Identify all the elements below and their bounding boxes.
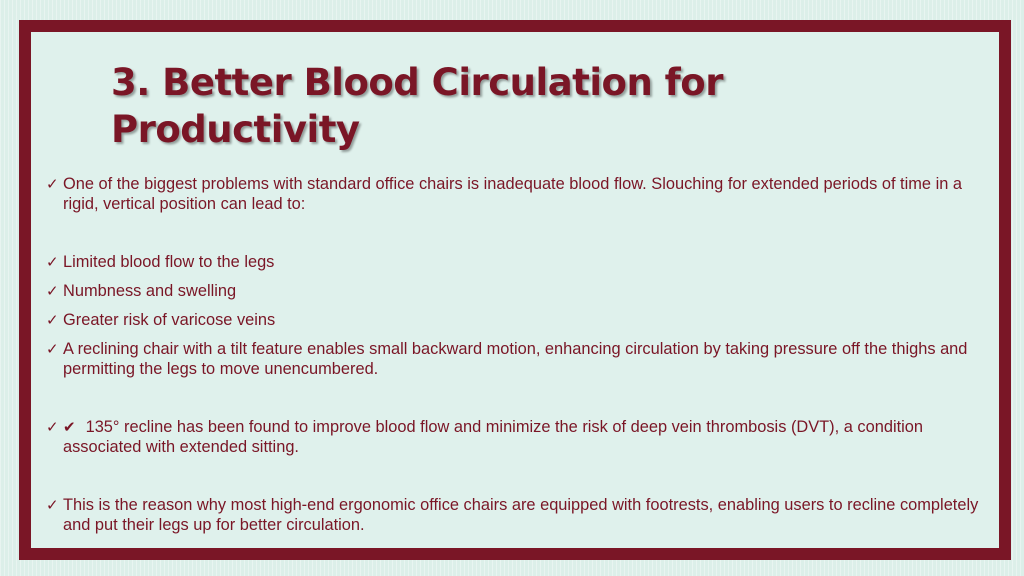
- bullet-item: [43, 174, 993, 214]
- check-icon: ✓: [46, 175, 59, 193]
- bullet-text: Numbness and swelling: [63, 282, 237, 300]
- check-icon: ✓: [46, 253, 59, 271]
- bullet-text: A reclining chair with a tilt feature enables small backward motion, enhancing circulation by taking pressure off the thighs and permitting the legs to move unencumbered.: [63, 340, 968, 378]
- bullet-item: [43, 495, 993, 535]
- check-icon: ✓: [46, 282, 59, 300]
- bullet-item: [43, 252, 993, 272]
- bullet-item: [43, 417, 993, 457]
- bullet-text: Greater risk of varicose veins: [63, 311, 276, 329]
- bullet-item: [43, 310, 993, 330]
- check-icon: ✓: [46, 496, 59, 514]
- slide-frame: [19, 20, 1011, 560]
- check-icon: ✓: [46, 418, 59, 436]
- bullet-item: [43, 281, 993, 301]
- bullet-text: Limited blood flow to the legs: [63, 253, 275, 271]
- bullet-text: 135° recline has been found to improve blood flow and minimize the risk of deep vein thrombosis (DVT), a condition associated with extended sitting.: [63, 418, 924, 456]
- heavy-check-icon: ✔: [63, 418, 76, 436]
- check-icon: ✓: [46, 340, 59, 358]
- slide-title: 3. Better Blood Circulation for Productivity: [111, 61, 723, 151]
- bullet-text: One of the biggest problems with standard office chairs is inadequate blood flow. Slouching for extended periods of time in a rigid, vertical position can lead to:: [63, 175, 962, 213]
- bullet-text: This is the reason why most high-end ergonomic office chairs are equipped with footrests, enabling users to recline completely and put their legs up for better circulation.: [63, 496, 979, 534]
- check-icon: ✓: [46, 311, 59, 329]
- bullet-item: [43, 339, 993, 379]
